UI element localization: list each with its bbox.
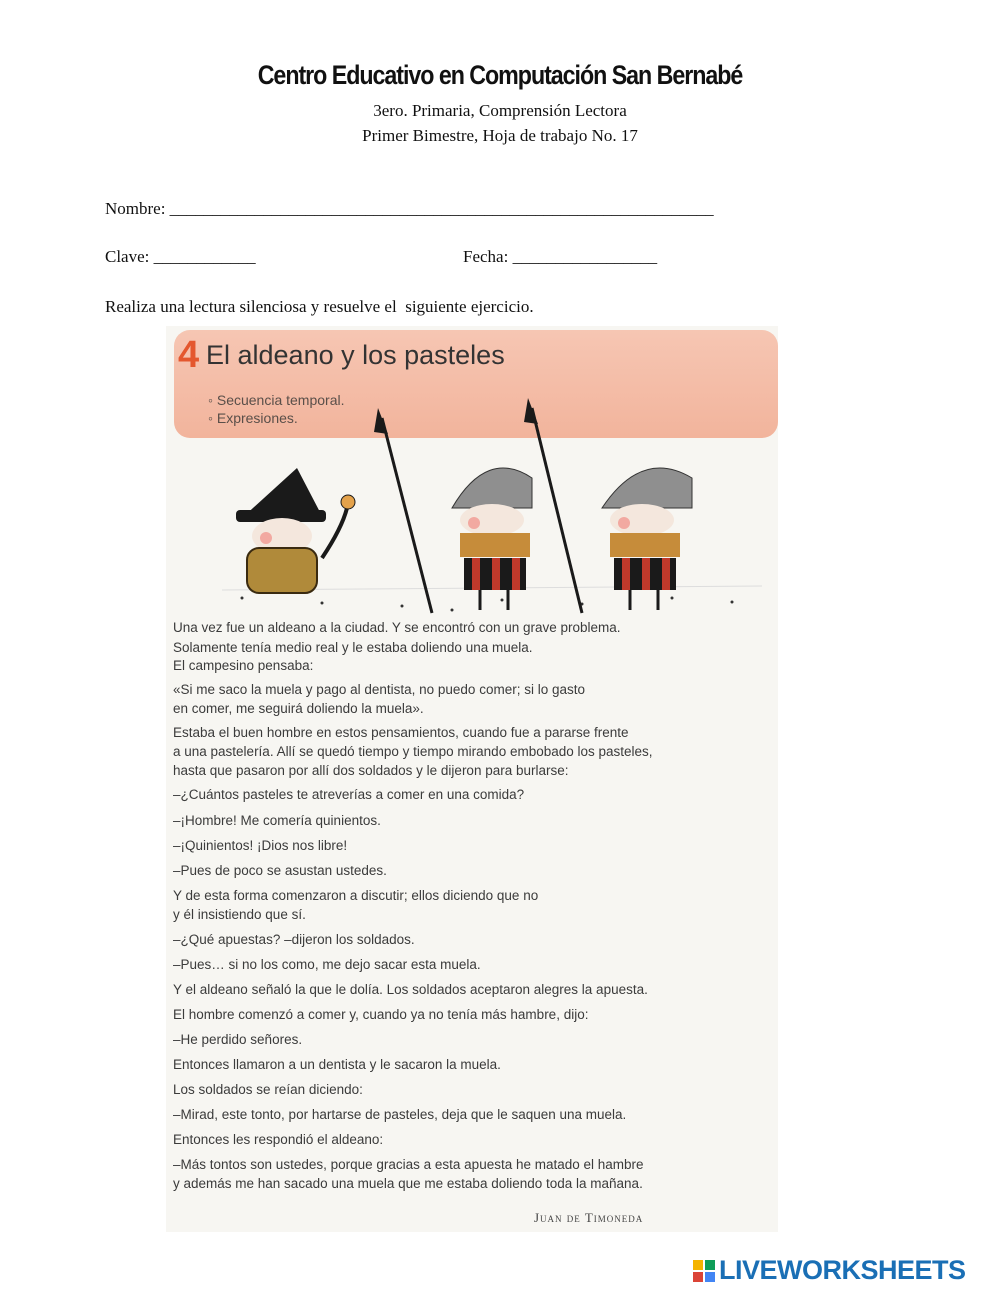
story-line: a una pastelería. Allí se quedó tiempo y tiempo mirando embobado los pasteles, bbox=[173, 744, 653, 759]
soldier-figure bbox=[524, 398, 692, 613]
page-title: Centro Educativo en Computación San Bernabé bbox=[257, 60, 743, 90]
story-line: –Mirad, este tonto, por hartarse de pasteles, deja que le saquen una muela. bbox=[173, 1107, 627, 1122]
story-line: Y de esta forma comenzaron a discutir; ellos diciendo que no bbox=[173, 888, 539, 903]
story-line: El hombre comenzó a comer y, cuando ya no tenía más hambre, dijo: bbox=[173, 1007, 589, 1022]
logo-text: LIVEWORKSHEETS bbox=[719, 1255, 966, 1285]
story-line: –He perdido señores. bbox=[173, 1032, 303, 1047]
story-line: –¿Cuántos pasteles te atreverías a comer en una comida? bbox=[173, 787, 525, 802]
story-line: Los soldados se reían diciendo: bbox=[173, 1082, 363, 1097]
story-line: –¡Hombre! Me comería quinientos. bbox=[173, 813, 381, 828]
fecha-field: Fecha: _________________ bbox=[463, 247, 658, 266]
objective-item: ◦ Expresiones. bbox=[208, 410, 298, 426]
clave-field: Clave: ____________ bbox=[105, 247, 256, 266]
lesson-number: 4 bbox=[178, 334, 200, 376]
story-line: Una vez fue un aldeano a la ciudad. Y se encontró con un grave problema. bbox=[173, 620, 621, 635]
story-line: en comer, me seguirá doliendo la muela». bbox=[173, 701, 424, 716]
story-line: Solamente tenía medio real y le estaba doliendo una muela. bbox=[173, 640, 533, 655]
instruction-text: Realiza una lectura silenciosa y resuelve el siguiente ejercicio. bbox=[105, 297, 534, 316]
objective-item: ◦ Secuencia temporal. bbox=[208, 392, 345, 408]
liveworksheets-icon bbox=[693, 1260, 715, 1282]
story-line: hasta que pasaron por allí dos soldados y le dijeron para burlarse: bbox=[173, 763, 569, 778]
author-credit: Juan de Timoneda bbox=[534, 1210, 644, 1225]
soldier-figure bbox=[374, 408, 532, 613]
reading-image bbox=[166, 326, 778, 1232]
story-line: Y el aldeano señaló la que le dolía. Los soldados aceptaron alegres la apuesta. bbox=[173, 982, 648, 997]
name-field: Nombre: ________________________________________________________________ bbox=[105, 199, 714, 218]
story-line: –¿Qué apuestas? –dijeron los soldados. bbox=[173, 932, 415, 947]
lesson-title: El aldeano y los pasteles bbox=[206, 340, 505, 370]
story-line: –Pues… si no los como, me dejo sacar esta muela. bbox=[173, 957, 481, 972]
story-line: Entonces llamaron a un dentista y le sacaron la muela. bbox=[173, 1057, 501, 1072]
story-line: y además me han sacado una muela que me estaba doliendo toda la mañana. bbox=[173, 1176, 643, 1191]
story-line: y él insistiendo que sí. bbox=[173, 907, 306, 922]
villager-figure bbox=[236, 468, 355, 593]
subtitle-grade: 3ero. Primaria, Comprensión Lectora bbox=[373, 101, 627, 120]
subtitle-worksheet: Primer Bimestre, Hoja de trabajo No. 17 bbox=[362, 126, 638, 145]
villager-soldiers-illustration bbox=[202, 398, 762, 618]
story-line: Entonces les respondió el aldeano: bbox=[173, 1132, 384, 1147]
story-line: «Si me saco la muela y pago al dentista, no puedo comer; si lo gasto bbox=[173, 682, 585, 697]
story-line: El campesino pensaba: bbox=[173, 658, 314, 673]
liveworksheets-logo bbox=[693, 1255, 966, 1286]
story-line: –¡Quinientos! ¡Dios nos libre! bbox=[173, 838, 348, 853]
story-line: –Más tontos son ustedes, porque gracias a esta apuesta he matado el hambre bbox=[173, 1157, 644, 1172]
story-line: –Pues de poco se asustan ustedes. bbox=[173, 863, 387, 878]
story-line: Estaba el buen hombre en estos pensamientos, cuando fue a pararse frente bbox=[173, 725, 629, 740]
